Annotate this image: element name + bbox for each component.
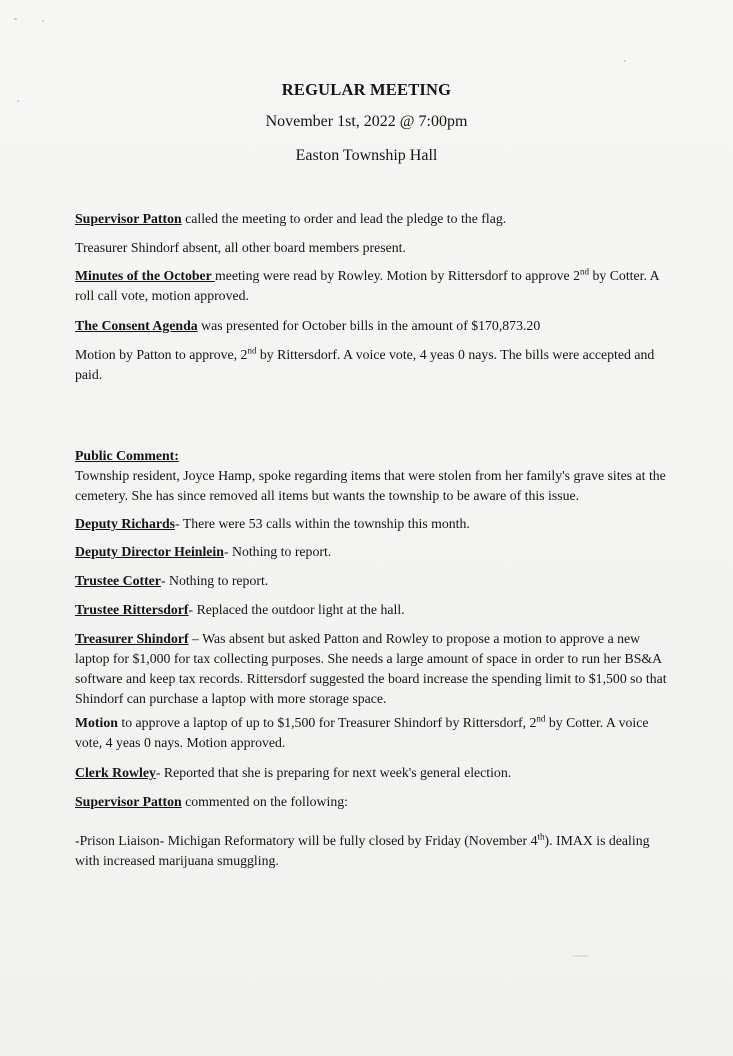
paragraph-deputy-richards [75, 514, 675, 534]
text: commented on the following: [181, 794, 348, 809]
text: by Cotter. A roll call vote, motion approved. [75, 268, 659, 303]
text: called the meeting to order and lead the pledge to the flag. [181, 211, 507, 226]
paragraph-call-to-order [75, 209, 675, 229]
paragraph-laptop-motion [75, 713, 675, 753]
heading-supervisor-patton-2: Supervisor Patton [75, 794, 182, 809]
heading-trustee-cotter: Trustee Cotter [75, 573, 161, 588]
paragraph-prison-liaison [75, 831, 675, 871]
text: - Replaced the outdoor light at the hall. [188, 602, 405, 617]
heading-public-comment [75, 446, 675, 466]
superscript: nd [580, 266, 590, 277]
text: was presented for October bills in the amount of $170,873.20 [197, 318, 541, 333]
speck [42, 20, 44, 22]
heading-supervisor-patton: Supervisor Patton [75, 211, 182, 226]
heading-motion: Motion [75, 715, 118, 730]
paragraph-public-comment: Township resident, Joyce Hamp, spoke regarding items that were stolen from her family's grave sites at the cemetery. She has since removed all items but wants the township to be aware of this issue. [75, 468, 666, 503]
text: - Reported that she is preparing for next week's general election. [155, 765, 512, 780]
heading-deputy-director: Deputy Director Heinlein [75, 544, 224, 559]
speck [17, 100, 19, 102]
paragraph-clerk-rowley [75, 763, 675, 783]
paragraph-supervisor-comments [75, 792, 675, 812]
meeting-location: Easton Township Hall [295, 147, 438, 164]
text: Motion by Patton to approve, 2 [75, 347, 248, 362]
paragraph-trustee-rittersdorf [75, 600, 675, 620]
paragraph-treasurer-shindorf [75, 629, 675, 709]
paragraph-deputy-director [75, 542, 675, 562]
text: -Prison Liaison- Michigan Reformatory will be fully closed by Friday (November 4 [75, 833, 538, 848]
heading-consent-agenda: The Consent Agenda [75, 318, 198, 333]
heading-treasurer-shindorf: Treasurer Shindorf [75, 631, 189, 646]
speck [624, 60, 626, 62]
text: – Was absent but asked Patton and Rowley to propose a motion to approve a new laptop for $1,000 for tax collecting purposes. She needs a large amount of space in order to run her BS&A software and keep tax records. Rittersdorf suggested the board increase the spending limit to $1,500 so that Shindorf can purchase a laptop with more storage space. [75, 631, 667, 706]
paragraph-consent-agenda [75, 316, 675, 336]
speck [572, 955, 590, 957]
paragraph-bills-motion [75, 345, 675, 385]
text: - There were 53 calls within the township this month. [175, 516, 470, 531]
meeting-date-time: November 1st, 2022 @ 7:00pm [265, 113, 468, 130]
speck [14, 18, 17, 20]
heading-text: Public Comment: [75, 448, 179, 463]
text: by Rittersdorf. A voice vote, 4 yeas 0 nays. The bills were accepted and paid. [75, 347, 655, 382]
superscript: nd [536, 713, 546, 724]
text: ). IMAX is dealing with increased marijuana smuggling. [75, 833, 650, 868]
text: by Cotter. A voice vote, 4 yeas 0 nays. Motion approved. [75, 715, 649, 750]
paragraph-attendance: Treasurer Shindorf absent, all other board members present. [75, 240, 406, 255]
text: - Nothing to report. [223, 544, 332, 559]
text: - Nothing to report. [160, 573, 269, 588]
paragraph-trustee-cotter [75, 571, 675, 591]
document-title: REGULAR MEETING [281, 80, 452, 99]
paragraph-minutes [75, 266, 675, 306]
superscript: th [537, 831, 545, 842]
heading-clerk-rowley: Clerk Rowley [75, 765, 156, 780]
text: meeting were read by Rowley. Motion by Rittersdorf to approve 2 [215, 268, 581, 283]
text: to approve a laptop of up to $1,500 for Treasurer Shindorf by Rittersdorf, 2 [117, 715, 537, 730]
heading-deputy-richards: Deputy Richards [75, 516, 176, 531]
superscript: nd [247, 345, 257, 356]
heading-trustee-rittersdorf: Trustee Rittersdorf [75, 602, 189, 617]
heading-minutes: Minutes of the October [75, 268, 215, 283]
